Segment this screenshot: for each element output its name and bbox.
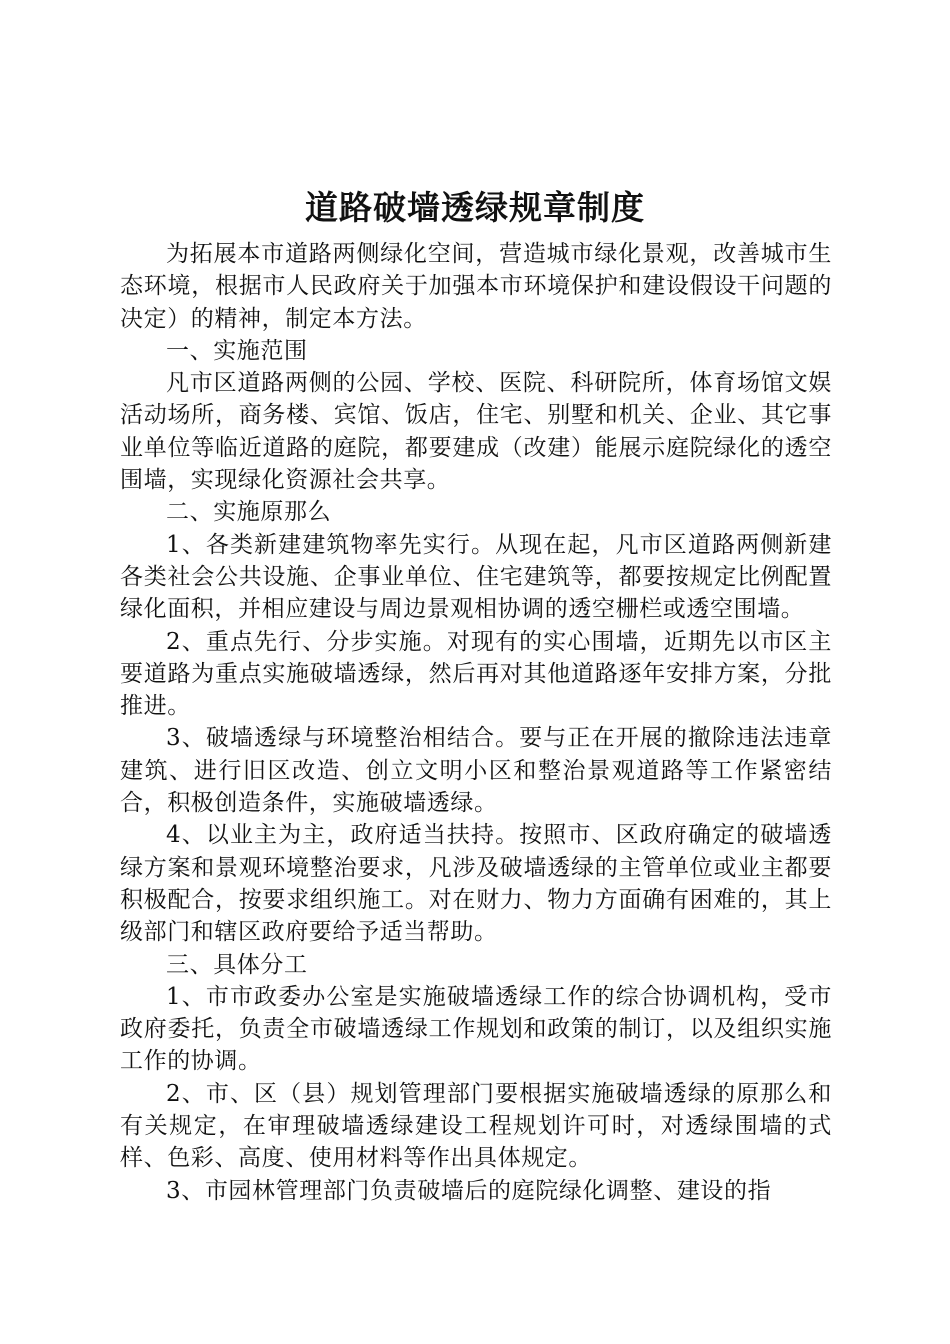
document-title: 道路破墙透绿规章制度 [305,188,645,227]
body-paragraph: 4、以业主为主，政府适当扶持。按照市、区政府确定的破墙透绿方案和景观环境整治要求，凡涉及破墙透绿的主管单位或业主都要积极配合，按要求组织施工。对在财力、物力方面确有困难的，其上级部门和辖区政府要给予适当帮助。 [120,822,832,946]
body-paragraph: 3、破墙透绿与环境整治相结合。要与正在开展的撤除违法违章建筑、进行旧区改造、创立文明小区和整治景观道路等工作紧密结合，积极创造条件，实施破墙透绿。 [120,725,832,817]
body-paragraph: 3、市园林管理部门负责破墙后的庭院绿化调整、建设的指 [166,1177,772,1204]
body-paragraph: 2、重点先行、分步实施。对现有的实心围墙，近期先以市区主要道路为重点实施破墙透绿，然后再对其他道路逐年安排方案，分批推进。 [120,628,832,720]
body-paragraph: 1、市市政委办公室是实施破墙透绿工作的综合协调机构，受市政府委托，负责全市破墙透绿工作规划和政策的制订，以及组织实施工作的协调。 [120,983,832,1075]
section-heading: 三、具体分工 [166,951,308,978]
intro-paragraph: 为拓展本市道路两侧绿化空间，营造城市绿化景观，改善城市生态环境，根据市人民政府关于加强本市环境保护和建设假设干问题的决定）的精神，制定本方法。 [120,241,832,332]
document-body [120,238,832,1207]
section-heading: 一、实施范围 [166,337,308,364]
body-paragraph: 凡市区道路两侧的公园、学校、医院、科研院所，体育场馆文娱活动场所，商务楼、宾馆、饭店，住宅、别墅和机关、企业、其它事业单位等临近道路的庭院，都要建成（改建）能展示庭院绿化的透空围墙，实现绿化资源社会共享。 [120,370,832,494]
section-heading: 二、实施原那么 [166,499,332,526]
body-paragraph: 1、各类新建建筑物率先实行。从现在起，凡市区道路两侧新建各类社会公共设施、企事业单位、住宅建筑等，都要按规定比例配置绿化面积，并相应建设与周边景观相协调的透空栅栏或透空围墙。 [120,531,832,623]
body-paragraph: 2、市、区（县）规划管理部门要根据实施破墙透绿的原那么和有关规定，在审理破墙透绿建设工程规划许可时，对透绿围墙的式样、色彩、高度、使用材料等作出具体规定。 [120,1080,832,1172]
